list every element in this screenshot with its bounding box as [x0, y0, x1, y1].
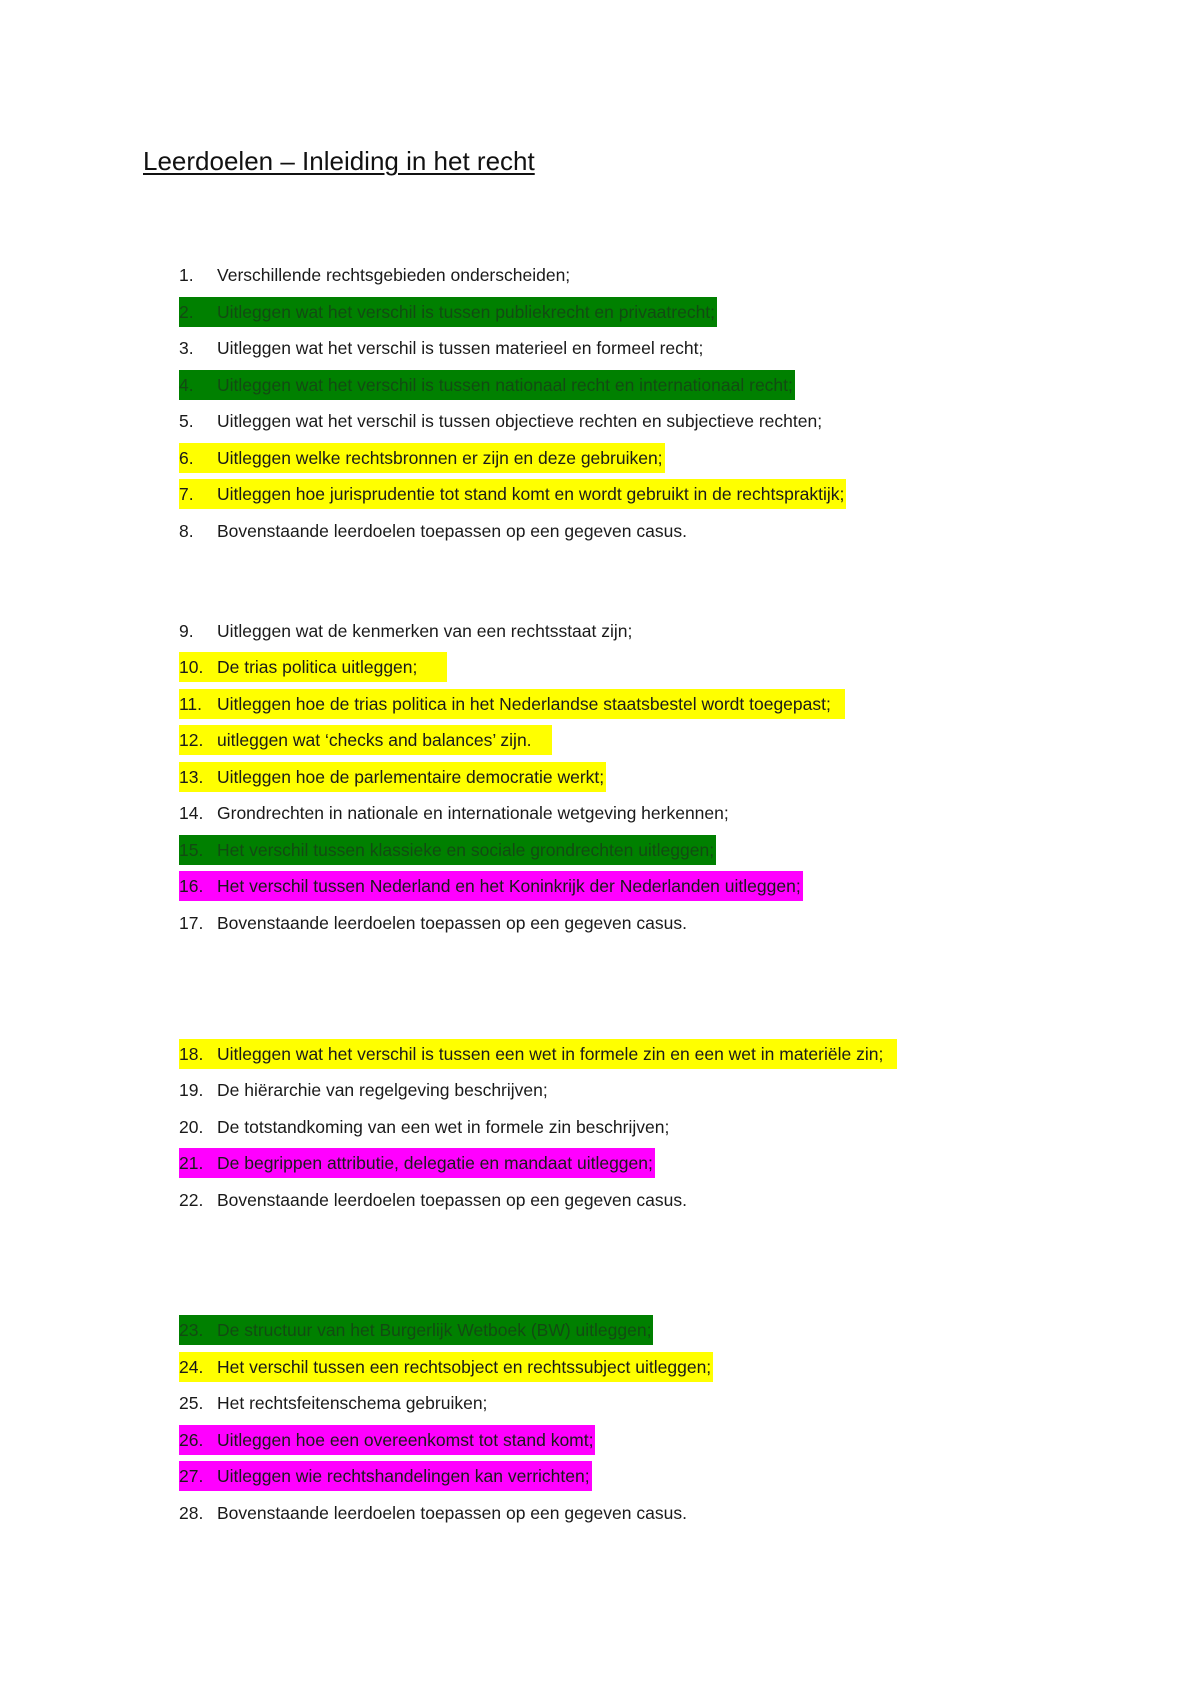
- item-text: Uitleggen hoe een overeenkomst tot stand komt;: [217, 1430, 594, 1450]
- item-text: De trias politica uitleggen;: [217, 657, 418, 677]
- item-number: 8.: [179, 521, 194, 541]
- list-item-6: [179, 443, 665, 473]
- list-item-4: [179, 370, 795, 400]
- item-number: 5.: [179, 411, 194, 431]
- item-number: 16.: [179, 876, 204, 896]
- list-item-18: [179, 1039, 897, 1069]
- list-item-24: [179, 1352, 713, 1382]
- item-number: 15.: [179, 840, 204, 860]
- item-number: 3.: [179, 338, 194, 358]
- document-title: Leerdoelen – Inleiding in het recht: [143, 146, 535, 176]
- list-item-11: [179, 689, 845, 719]
- list-item-15: [179, 835, 716, 865]
- item-text: Bovenstaande leerdoelen toepassen op een gegeven casus.: [217, 913, 687, 933]
- item-text: Uitleggen wat het verschil is tussen een wet in formele zin en een wet in materiële zin;: [217, 1044, 884, 1064]
- item-number: 26.: [179, 1430, 204, 1450]
- item-text: Uitleggen wat het verschil is tussen nationaal recht en internationaal recht;: [217, 375, 793, 395]
- item-text: De hiërarchie van regelgeving beschrijven;: [217, 1080, 548, 1100]
- item-number: 23.: [179, 1320, 204, 1340]
- list-item-28: [179, 1498, 689, 1528]
- item-text: Het rechtsfeitenschema gebruiken;: [217, 1393, 488, 1413]
- item-number: 6.: [179, 448, 194, 468]
- item-number: 9.: [179, 621, 194, 641]
- item-number: 24.: [179, 1357, 204, 1377]
- item-number: 25.: [179, 1393, 204, 1413]
- item-number: 20.: [179, 1117, 204, 1137]
- list-item-14: [179, 798, 731, 828]
- list-item-27: [179, 1461, 592, 1491]
- item-number: 13.: [179, 767, 204, 787]
- item-number: 7.: [179, 484, 194, 504]
- item-number: 14.: [179, 803, 204, 823]
- item-number: 18.: [179, 1044, 204, 1064]
- item-text: Bovenstaande leerdoelen toepassen op een gegeven casus.: [217, 521, 687, 541]
- item-number: 11.: [179, 694, 203, 714]
- item-text: Het verschil tussen klassieke en sociale grondrechten uitleggen;: [217, 840, 715, 860]
- item-text: Uitleggen hoe jurisprudentie tot stand komt en wordt gebruikt in de rechtspraktijk;: [217, 484, 845, 504]
- list-item-2: [179, 297, 717, 327]
- list-item-20: [179, 1112, 671, 1142]
- list-item-9: [179, 616, 634, 646]
- item-text: Uitleggen hoe de trias politica in het Nederlandse staatsbestel wordt toegepast;: [217, 694, 831, 714]
- list-item-10: [179, 652, 447, 682]
- item-text: Uitleggen wat het verschil is tussen materieel en formeel recht;: [217, 338, 704, 358]
- item-number: 22.: [179, 1190, 204, 1210]
- list-item-5: [179, 406, 824, 436]
- list-item-8: [179, 516, 689, 546]
- item-text: Het verschil tussen een rechtsobject en rechtssubject uitleggen;: [217, 1357, 712, 1377]
- item-number: 2.: [179, 302, 194, 322]
- item-number: 10.: [179, 657, 204, 677]
- list-item-3: [179, 333, 705, 363]
- item-text: Uitleggen wat het verschil is tussen publiekrecht en privaatrecht;: [217, 302, 716, 322]
- item-text: Grondrechten in nationale en internationale wetgeving herkennen;: [217, 803, 729, 823]
- item-number: 21.: [179, 1153, 204, 1173]
- list-item-12: [179, 725, 552, 755]
- item-text: Verschillende rechtsgebieden onderscheiden;: [217, 265, 571, 285]
- list-item-25: [179, 1388, 489, 1418]
- item-number: 1.: [179, 265, 194, 285]
- item-number: 19.: [179, 1080, 204, 1100]
- list-item-21: [179, 1148, 655, 1178]
- item-text: Uitleggen wat het verschil is tussen objectieve rechten en subjectieve rechten;: [217, 411, 823, 431]
- item-text: Bovenstaande leerdoelen toepassen op een gegeven casus.: [217, 1503, 687, 1523]
- item-number: 28.: [179, 1503, 204, 1523]
- item-text: Uitleggen welke rechtsbronnen er zijn en deze gebruiken;: [217, 448, 663, 468]
- list-item-26: [179, 1425, 595, 1455]
- item-text: Uitleggen hoe de parlementaire democratie werkt;: [217, 767, 605, 787]
- list-item-7: [179, 479, 846, 509]
- list-item-13: [179, 762, 606, 792]
- item-number: 17.: [179, 913, 204, 933]
- item-number: 4.: [179, 375, 194, 395]
- list-item-22: [179, 1185, 689, 1215]
- item-text: Uitleggen wie rechtshandelingen kan verrichten;: [217, 1466, 590, 1486]
- item-text: De structuur van het Burgerlijk Wetboek (BW) uitleggen;: [217, 1320, 652, 1340]
- item-text: De begrippen attributie, delegatie en mandaat uitleggen;: [217, 1153, 653, 1173]
- item-text: Het verschil tussen Nederland en het Koninkrijk der Nederlanden uitleggen;: [217, 876, 801, 896]
- list-item-17: [179, 908, 689, 938]
- item-number: 12.: [179, 730, 204, 750]
- list-item-19: [179, 1075, 550, 1105]
- item-text: uitleggen wat ‘checks and balances’ zijn.: [217, 730, 532, 750]
- item-text: Uitleggen wat de kenmerken van een rechtsstaat zijn;: [217, 621, 633, 641]
- list-item-23: [179, 1315, 653, 1345]
- item-text: Bovenstaande leerdoelen toepassen op een gegeven casus.: [217, 1190, 687, 1210]
- list-item-1: [179, 260, 572, 290]
- item-number: 27.: [179, 1466, 204, 1486]
- item-text: De totstandkoming van een wet in formele zin beschrijven;: [217, 1117, 670, 1137]
- list-item-16: [179, 871, 803, 901]
